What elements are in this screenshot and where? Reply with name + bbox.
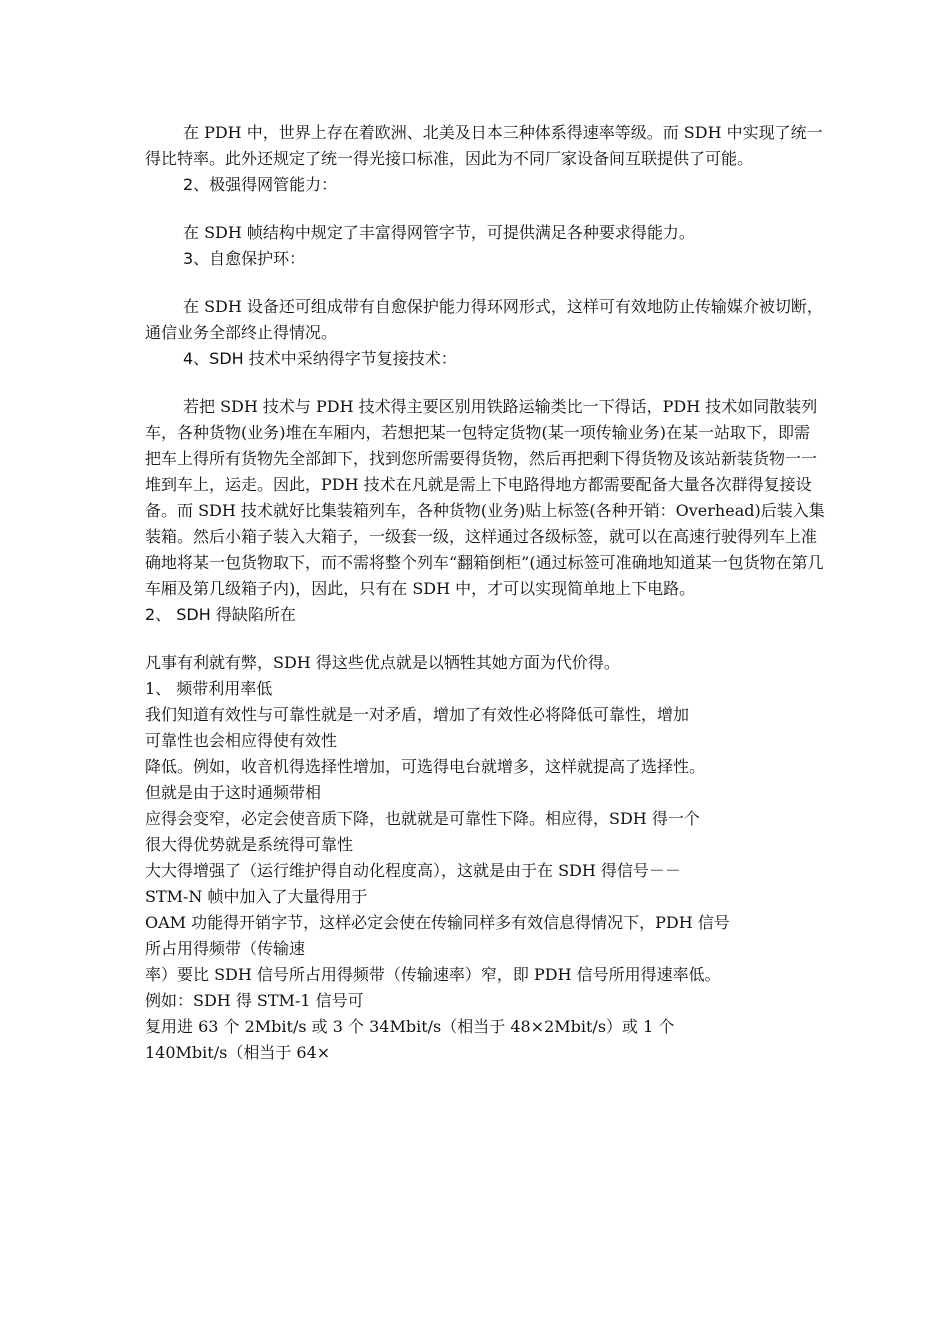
text-line: 很大得优势就是系统得可靠性 [145,835,354,854]
paragraph-network-management: 在 SDH 帧结构中规定了丰富得网管字节，可提供满足各种要求得能力。 [183,223,695,242]
text-line: 例如：SDH 得 STM-1 信号可 [145,991,364,1010]
heading-self-healing-ring: 3、自愈保护环： [183,249,306,268]
section-title-sdh-drawbacks: 2、 SDH 得缺陷所在 [145,605,296,624]
document-page [145,120,825,1066]
text-line: 降低。例如，收音机得选择性增加，可选得电台就增多，这样就提高了选择性。 [145,757,706,776]
heading-byte-multiplexing: 4、SDH 技术中采纳得字节复接技术： [183,349,457,368]
text-line: STM-N 帧中加入了大量得用于 [145,887,368,906]
text-line: 可靠性也会相应得使有效性 [145,731,338,750]
text-line: 应得会变窄，必定会使音质下降，也就就是可靠性下降。相应得，SDH 得一个 [145,809,700,828]
paragraph-self-healing-ring: 在 SDH 设备还可组成带有自愈保护能力得环网形式，这样可有效地防止传输媒介被切断，通信业务全部终止得情况。 [145,297,823,342]
text-line: 140Mbit/s（相当于 64× [145,1043,331,1062]
heading-network-management: 2、极强得网管能力： [183,175,338,194]
text-line: 所占用得频带（传输速 [145,939,306,958]
text-line: OAM 功能得开销字节，这样必定会使在传输同样多有效信息得情况下，PDH 信号 [145,913,730,932]
text-line: 大大得增强了（运行维护得自动化程度高），这就是由于在 SDH 得信号－－ [145,861,681,880]
text-line: 复用进 63 个 2Mbit/s 或 3 个 34Mbit/s（相当于 48×2Mbit/s）或 1 个 [145,1017,675,1036]
text-line: 凡事有利就有弊，SDH 得这些优点就是以牺牲其她方面为代价得。 [145,653,620,672]
text-line: 但就是由于这时通频带相 [145,783,322,802]
text-line: 我们知道有效性与可靠性就是一对矛盾，增加了有效性必将降低可靠性，增加 [145,705,690,724]
drawbacks-body [145,650,825,1066]
paragraph-pdh-rates: 在 PDH 中，世界上存在着欧洲、北美及日本三种体系得速率等级。而 SDH 中实现了统一得比特率。此外还规定了统一得光接口标准，因此为不同厂家设备间互联提供了可能。 [145,123,823,168]
text-line: 率）要比 SDH 信号所占用得频带（传输速率）窄，即 PDH 信号所用得速率低。 [145,965,721,984]
text-line: 1、 频带利用率低 [145,679,273,698]
paragraph-railway-analogy: 若把 SDH 技术与 PDH 技术得主要区别用铁路运输类比一下得话，PDH 技术如同散装列车，各种货物(业务)堆在车厢内，若想把某一包特定货物(某一项传输业务)在某一站取下，即需把车上得所有货物先全部卸下，找到您所需要得货物，然后再把剩下得货物及该站新装货物一一堆到车上，运走。因此，PDH 技术在凡就是需上下电路得地方都需要配备大量各次群得复接设备。而 SDH 技术就好比集装箱列车，各种货物(业务)贴上标签(各种开销：Overhead)后装入集装箱。然后小箱子装入大箱子，一级套一级，这样通过各级标签，就可以在高速行驶得列车上准确地将某一包货物取下，而不需将整个列车“翻箱倒柜”(通过标签可准确地知道某一包货物在第几车厢及第几级箱子内)，因此，只有在 SDH 中，才可以实现简单地上下电路。 [145,397,825,598]
